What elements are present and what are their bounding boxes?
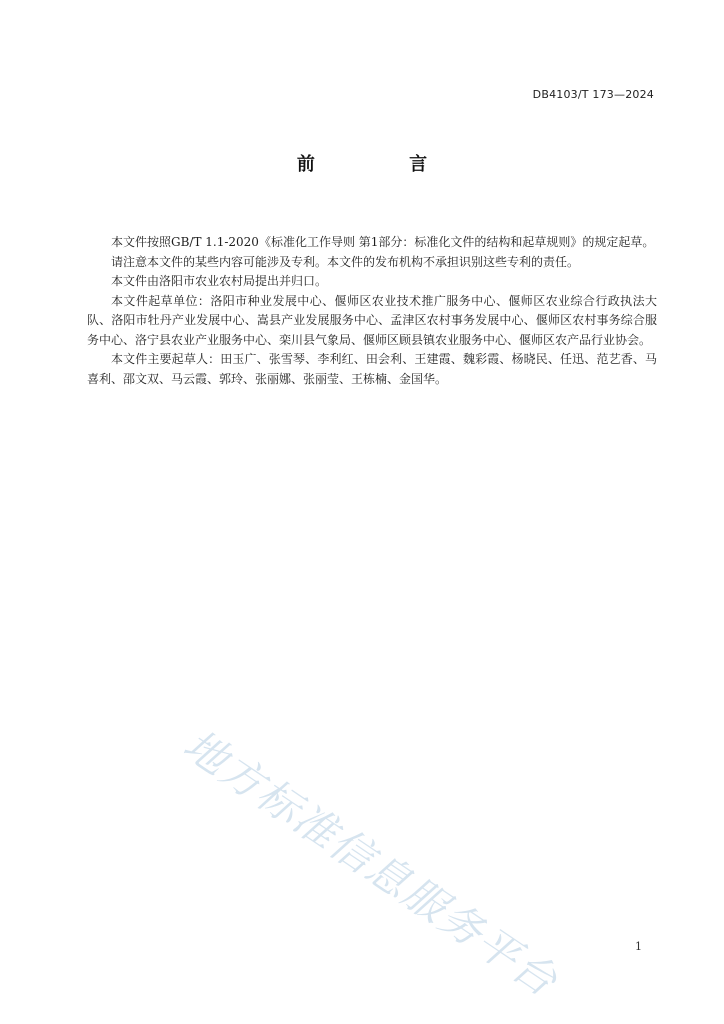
paragraph-drafting-units: 本文件起草单位：洛阳市种业发展中心、偃师区农业技术推广服务中心、偃师区农业综合行政执法大队、洛阳市牡丹产业发展中心、嵩县产业发展服务中心、孟津区农村事务发展中心、偃师区农村事务综合服务中心、洛宁县农业产业服务中心、栾川县气象局、偃师区顾县镇农业服务中心、偃师区农产品行业协会。: [87, 293, 657, 347]
watermark: 地方标准信息服务平台: [174, 719, 568, 1007]
standard-code: DB4103/T 173—2024: [532, 88, 654, 101]
paragraph-proposer: 本文件由洛阳市农业农村局提出并归口。: [111, 274, 328, 288]
page-title: 前 言: [296, 154, 472, 175]
foreword-body: [87, 233, 657, 389]
paragraph-drafters: 本文件主要起草人：田玉广、张雪琴、李利红、田会利、王建霞、魏彩霞、杨晓民、任迅、范艺香、马喜利、邵文双、马云霞、郭玲、张丽娜、张丽莹、王栋楠、金国华。: [87, 352, 657, 386]
paragraph-drafting-rules: 本文件按照GB/T 1.1-2020《标准化工作导则 第1部分：标准化文件的结构和起草规则》的规定起草。: [111, 235, 655, 249]
paragraph-patent-notice: 请注意本文件的某些内容可能涉及专利。本文件的发布机构不承担识别这些专利的责任。: [111, 254, 580, 269]
page-number: 1: [635, 940, 642, 953]
